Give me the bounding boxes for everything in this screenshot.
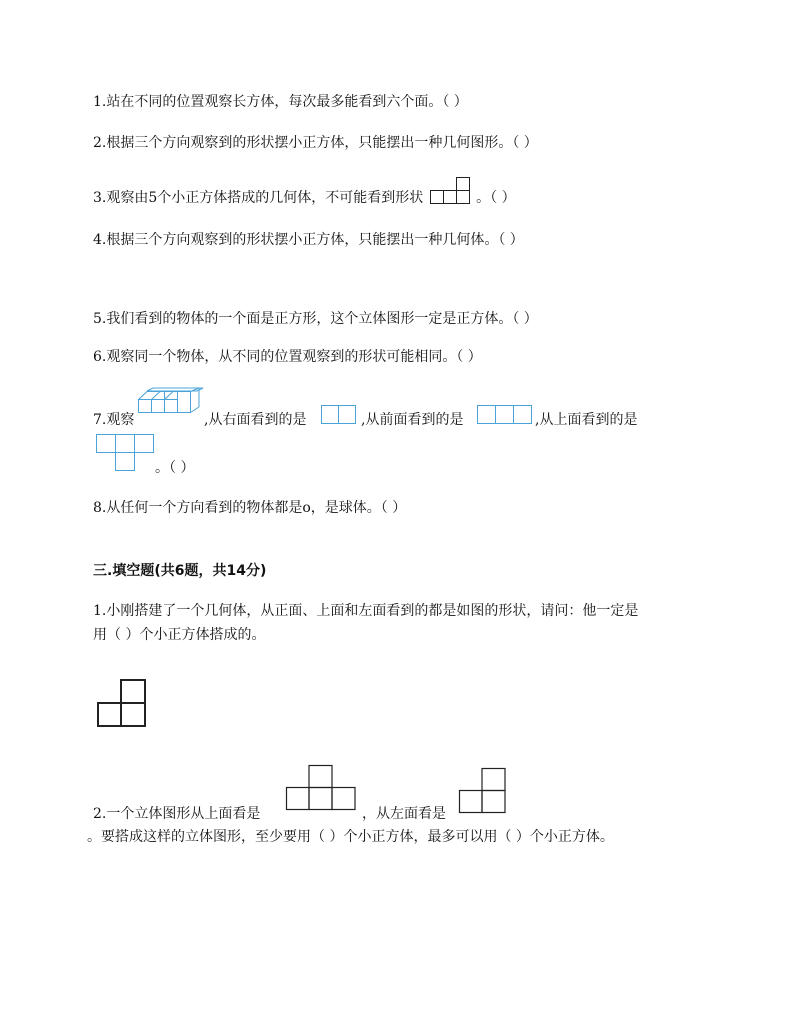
judge-q1-text: 1.站在不同的位置观察长方体，每次最多能看到六个面。（ ）: [93, 94, 468, 110]
judge-q7: [93, 410, 134, 430]
fill-q1-text-1: 1.小刚搭建了一个几何体，从正面、上面和左面看到的都是如图的形状，请问：他一定是: [93, 603, 639, 619]
q7-right-view-figure: [320, 404, 360, 426]
judge-q3: [93, 188, 516, 208]
judge-q5-text: 5.我们看到的物体的一个面是正方形，这个立体图形一定是正方体。（ ）: [93, 311, 538, 327]
judge-q4-text: 4.根据三个方向观察到的形状摆小正方体，只能摆出一种几何体。（ ）: [93, 232, 524, 248]
judge-q7-prefix: 7.观察: [93, 412, 135, 428]
judge-q7-front: [361, 410, 463, 430]
fill-q1-line2: [93, 625, 265, 645]
section-heading-fill: [93, 561, 266, 581]
judge-q7-top-text: ,从上面看到的是: [535, 412, 638, 428]
q7-cube-figure: [137, 387, 205, 425]
fill-q2-mid-text: ，从左面看是: [362, 806, 446, 822]
fill-q2-prefix: 2.一个立体图形从上面看是: [93, 806, 261, 822]
judge-q7-top: [535, 410, 637, 430]
q3-shape-figure: [428, 176, 472, 206]
q7-top-view-figure: [95, 433, 155, 473]
fill-q2-line2: [87, 827, 614, 847]
q7-front-view-figure: [476, 404, 534, 426]
judge-q2-text: 2.根据三个方向观察到的形状摆小正方体，只能摆出一种几何图形。（ ）: [93, 135, 538, 151]
judge-q5: [93, 309, 538, 329]
fill-q2-mid: [362, 804, 446, 824]
judge-q7-suffix: 。（ ）: [155, 460, 195, 476]
fill-q2-top-view-figure: [285, 764, 357, 812]
fill-q1-line1: [93, 601, 638, 621]
judge-q7-front-text: ,从前面看到的是: [361, 412, 464, 428]
judge-q7-end: [155, 458, 194, 478]
judge-q6-text: 6.观察同一个物体，从不同的位置观察到的形状可能相同。（ ）: [93, 349, 482, 365]
fill-q1-figure: [97, 678, 149, 728]
judge-q7-right-text: ,从右面看到的是: [204, 412, 307, 428]
fill-q2-left-view-figure: [458, 767, 508, 815]
judge-q8-text: 8.从任何一个方向看到的物体都是o，是球体。（ ）: [93, 500, 407, 516]
fill-q2-line1: [93, 804, 260, 824]
judge-q3-suffix: 。（ ）: [476, 190, 516, 206]
judge-q8: [93, 498, 406, 518]
judge-q2: [93, 133, 538, 153]
judge-q3-prefix: 3.观察由5个小正方体搭成的几何体，不可能看到形状: [93, 190, 424, 206]
fill-q1-text-2: 用（ ）个小正方体搭成的。: [93, 627, 266, 643]
judge-q6: [93, 347, 482, 367]
section-heading-text: 三.填空题(共6题，共14分): [93, 563, 267, 579]
judge-q7-right: [204, 410, 306, 430]
judge-q4: [93, 230, 524, 250]
fill-q2-text-2: 。要搭成这样的立体图形，至少要用（ ）个小正方体，最多可以用（ ）个小正方体。: [87, 829, 614, 845]
judge-q1: [93, 92, 468, 112]
